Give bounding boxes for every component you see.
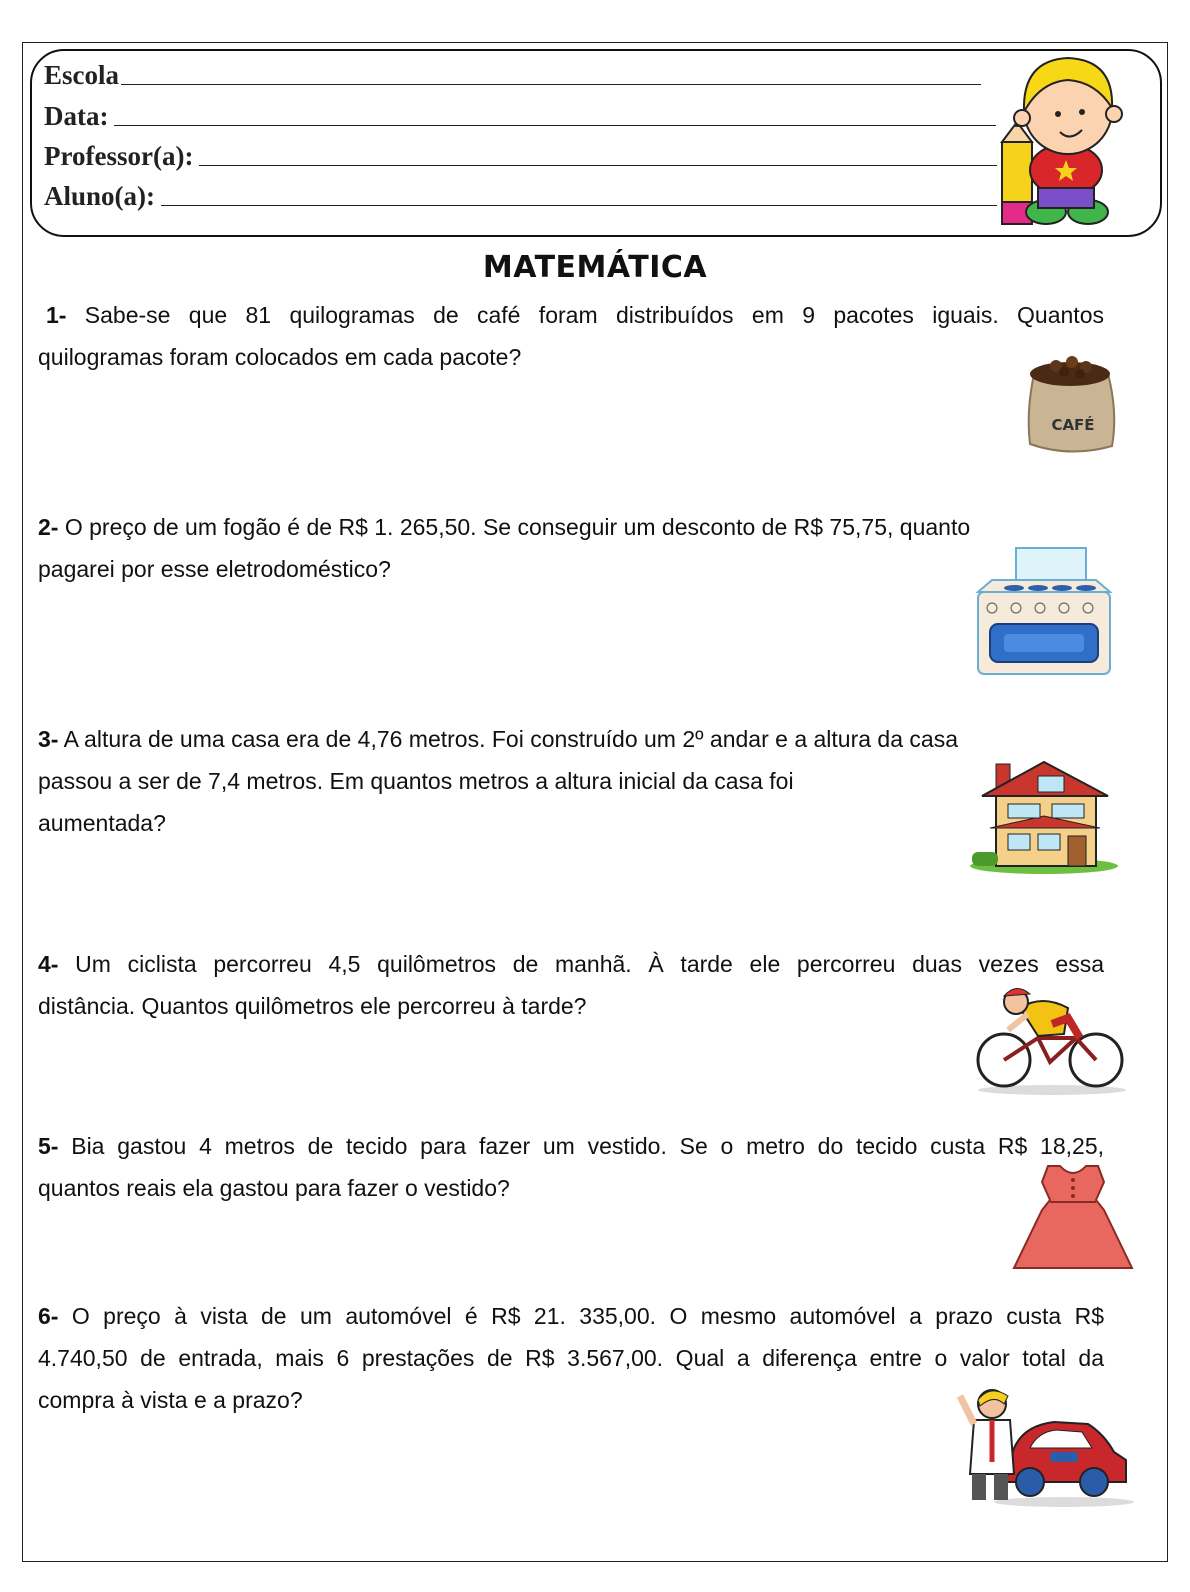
teacher-line — [199, 164, 997, 166]
question-5-line-2: quantos reais ela gastou para fazer o vestido? — [38, 1175, 510, 1201]
coffee-sack-icon — [1020, 352, 1120, 458]
stove-icon — [974, 546, 1114, 680]
question-3-line-2: passou a ser de 7,4 metros. Em quantos metros a altura inicial da casa foi — [38, 768, 794, 794]
coffee-sack-label: CAFÉ — [1051, 416, 1095, 434]
question-text: A altura de uma casa era de 4,76 metros. Foi construído um 2º andar e a altura da casa — [63, 726, 958, 752]
question-text: Um ciclista percorreu 4,5 quilômetros de manhã. À tarde ele percorreu duas vezes essa — [75, 951, 1104, 977]
kid-pencil-illustration — [996, 52, 1136, 232]
date-line — [114, 124, 996, 126]
question-text: Sabe-se que 81 quilogramas de café foram distribuídos em 9 pacotes iguais. Quantos — [84, 302, 1104, 328]
student-field[interactable] — [44, 181, 997, 212]
cyclist-icon — [972, 978, 1128, 1098]
salesman-car-icon — [954, 1382, 1134, 1510]
student-line — [161, 204, 997, 206]
school-line — [121, 83, 981, 85]
date-field[interactable] — [44, 101, 996, 132]
teacher-field[interactable] — [44, 141, 997, 172]
question-6-line-2: 4.740,50 de entrada, mais 6 prestações de R$ 3.567,00. Qual a diferença entre o valor total da — [38, 1345, 1104, 1371]
school-field[interactable] — [44, 60, 981, 91]
teacher-label: Professor(a): — [44, 141, 194, 171]
question-1-line-2: quilogramas foram colocados em cada pacote? — [38, 344, 522, 370]
question-text: O preço à vista de um automóvel é R$ 21. 335,00. O mesmo automóvel a prazo custa R$ — [71, 1303, 1105, 1329]
question-5 — [38, 1125, 1104, 1167]
school-label: Escola — [44, 60, 120, 90]
question-2 — [38, 506, 1128, 548]
house-icon — [968, 756, 1120, 876]
dress-icon — [1012, 1162, 1134, 1274]
question-4 — [38, 943, 1104, 985]
page-title: MATEMÁTICA — [482, 250, 708, 285]
question-text: O preço de um fogão é de R$ 1. 265,50. Se conseguir um desconto de R$ 75,75, quanto — [64, 514, 971, 540]
question-3 — [38, 718, 1128, 760]
question-6-line-3: compra à vista e a prazo? — [38, 1387, 303, 1413]
student-label: Aluno(a): — [44, 181, 156, 211]
question-number: 2- — [38, 514, 59, 540]
question-number: 5- — [38, 1133, 59, 1159]
date-label: Data: — [44, 101, 109, 131]
question-text: Bia gastou 4 metros de tecido para fazer um vestido. Se o metro do tecido custa R$ 18,25, — [71, 1133, 1104, 1159]
question-2-line-2: pagarei por esse eletrodoméstico? — [38, 556, 391, 582]
question-1 — [46, 294, 1104, 336]
question-number: 6- — [38, 1303, 59, 1329]
question-6 — [38, 1295, 1104, 1337]
question-4-line-2: distância. Quantos quilômetros ele percorreu à tarde? — [38, 993, 587, 1019]
question-number: 1- — [46, 302, 67, 328]
question-3-line-3: aumentada? — [38, 810, 166, 836]
question-number: 4- — [38, 951, 59, 977]
question-number: 3- — [38, 726, 59, 752]
